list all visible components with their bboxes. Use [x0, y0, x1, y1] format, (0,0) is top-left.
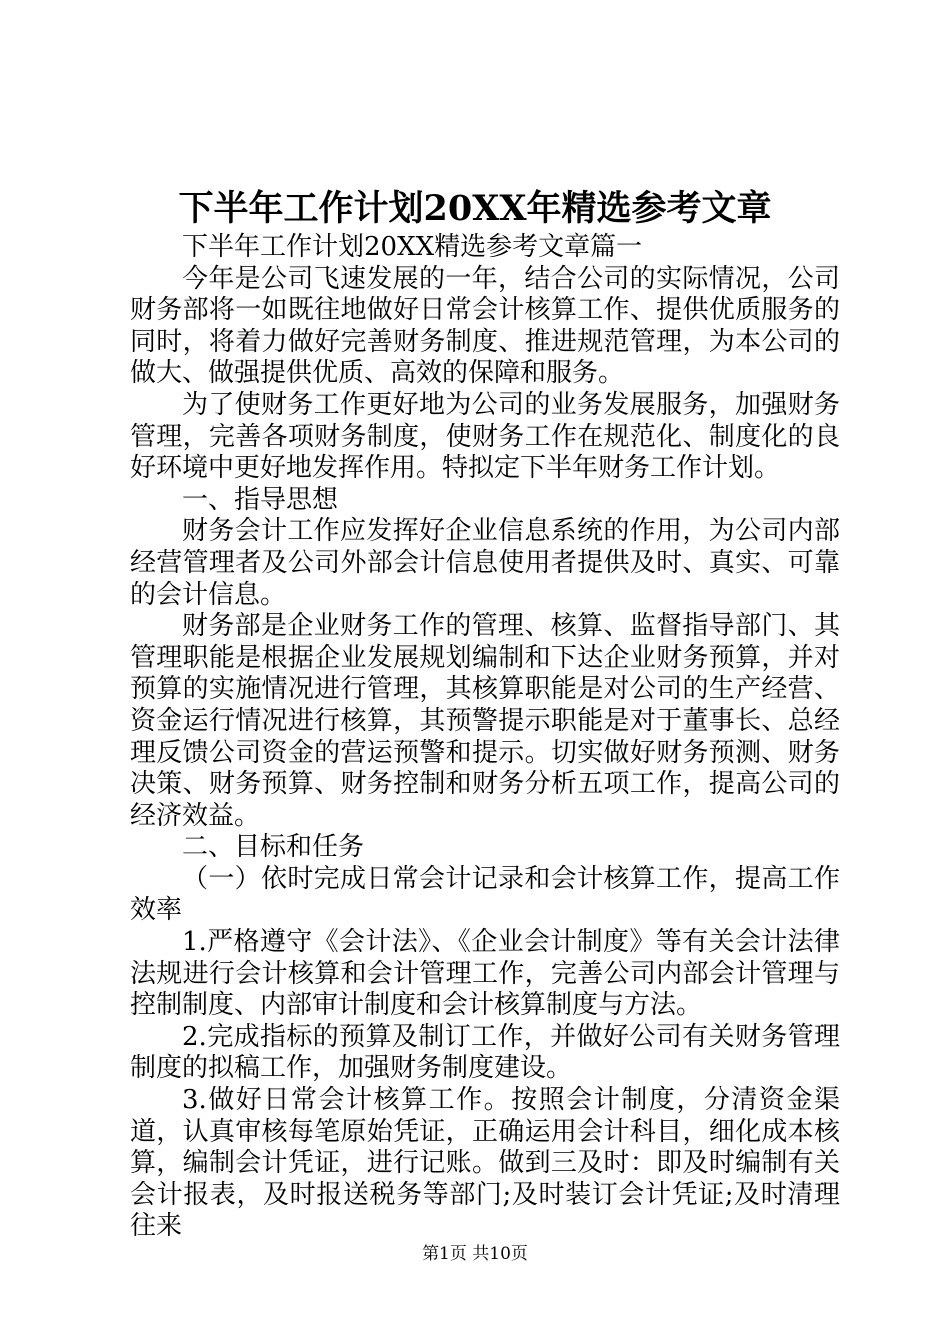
paragraph: 今年是公司飞速发展的一年，结合公司的实际情况，公司财务部将一如既往地做好日常会计核算工作、提供优质服务的同时，将着力做好完善财务制度、推进规范管理，为本公司的做大、做强提供优质、高效的保障和服务。 [130, 263, 840, 389]
paragraph: 财务部是企业财务工作的管理、核算、监督指导部门、其管理职能是根据企业发展规划编制和下达企业财务预算，并对预算的实施情况进行管理，其核算职能是对公司的生产经营、资金运行情况进行核算，其预警提示职能是对于董事长、总经理反馈公司资金的营运预警和提示。切实做好财务预测、财务决策、财务预算、财务控制和财务分析五项工作，提高公司的经济效益。 [130, 611, 840, 831]
section-heading: 一、指导思想 [182, 484, 339, 515]
paragraph: 1.严格遵守《会计法》、《企业会计制度》等有关会计法律法规进行会计核算和会计管理工作，完善公司内部会计管理与控制制度、内部审计制度和会计核算制度与方法。 [130, 927, 840, 1021]
document-title: 下半年工作计划20XX年精选参考文章 [178, 188, 772, 229]
page-number-footer: 第1页 共10页 [422, 1244, 528, 1264]
section-heading: 二、目标和任务 [182, 832, 365, 863]
document-body [130, 232, 840, 1243]
paragraph: 财务会计工作应发挥好企业信息系统的作用，为公司内部经营管理者及公司外部会计信息使用者提供及时、真实、可靠的会计信息。 [130, 516, 840, 610]
paragraph: 2.完成指标的预算及制订工作，并做好公司有关财务管理制度的拟稿工作，加强财务制度建设。 [130, 1021, 840, 1084]
paragraph: 为了使财务工作更好地为公司的业务发展服务，加强财务管理，完善各项财务制度，使财务工作在规范化、制度化的良好环境中更好地发挥作用。特拟定下半年财务工作计划。 [130, 389, 840, 484]
section-heading: 下半年工作计划20XX精选参考文章篇一 [182, 232, 643, 262]
subsection-heading: （一）依时完成日常会计记录和会计核算工作，提高工作效率 [130, 863, 840, 926]
paragraph: 3.做好日常会计核算工作。按照会计制度，分清资金渠道，认真审核每笔原始凭证，正确运用会计科目，细化成本核算，编制会计凭证，进行记账。做到三及时：即及时编制有关会计报表，及时报送税务等部门;及时装订会计凭证;及时清理往来 [130, 1085, 840, 1242]
